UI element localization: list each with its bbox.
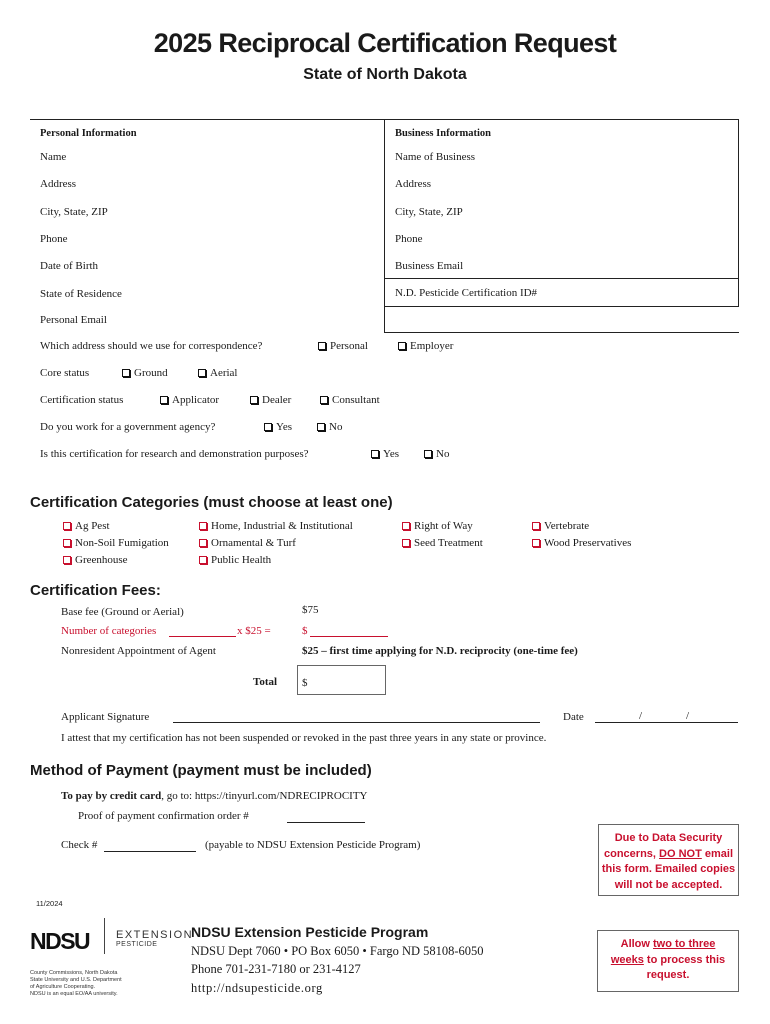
business-email-divider <box>384 278 739 279</box>
personal-email-field[interactable]: Personal Email <box>40 314 107 326</box>
dob-field[interactable]: Date of Birth <box>40 260 99 272</box>
checkbox-icon <box>318 342 326 350</box>
cert-applicator-checkbox[interactable]: Applicator <box>160 394 219 406</box>
attestation-text: I attest that my certification has not been suspended or revoked in the past three years in any state or province. <box>61 732 547 744</box>
checkbox-icon <box>402 539 410 547</box>
base-fee-value: $75 <box>302 604 319 616</box>
form-date: 11/2024 <box>36 899 63 908</box>
personal-phone-field[interactable]: Phone <box>40 233 68 245</box>
gov-no-checkbox[interactable]: No <box>317 421 342 433</box>
correspondence-personal-checkbox[interactable]: Personal <box>318 340 368 352</box>
proof-input[interactable] <box>287 822 365 823</box>
checkbox-icon <box>264 423 272 431</box>
residence-field[interactable]: State of Residence <box>40 288 122 300</box>
cat-home-industrial-checkbox[interactable]: Home, Industrial & Institutional <box>199 520 353 532</box>
check-label: Check # <box>61 839 98 851</box>
research-no-checkbox[interactable]: No <box>424 448 449 460</box>
checkbox-icon <box>63 556 71 564</box>
core-aerial-checkbox[interactable]: Aerial <box>198 367 237 379</box>
checkbox-icon <box>122 369 130 377</box>
personal-name-field[interactable]: Name <box>40 151 67 163</box>
date-label: Date <box>563 711 584 723</box>
categories-amount-input[interactable] <box>310 636 388 637</box>
business-info-heading: Business Information <box>395 128 491 139</box>
personal-address-field[interactable]: Address <box>40 178 77 190</box>
program-website[interactable]: http://ndsupesticide.org <box>191 981 323 995</box>
correspondence-question: Which address should we use for correspondence? <box>40 340 263 352</box>
payment-heading: Method of Payment (payment must be included) <box>30 762 372 779</box>
check-number-input[interactable] <box>104 851 196 852</box>
business-phone-field[interactable]: Phone <box>395 233 423 245</box>
categories-heading: Certification Categories (must choose at least one) <box>30 494 393 511</box>
cert-consultant-checkbox[interactable]: Consultant <box>320 394 380 406</box>
program-phone: Phone 701-231-7180 or 231-4127 <box>191 962 361 976</box>
total-value: $ <box>302 677 308 689</box>
cert-id-divider <box>384 306 739 307</box>
cert-id-field[interactable]: N.D. Pesticide Certification ID# <box>395 287 538 299</box>
agent-label: Nonresident Appointment of Agent <box>61 645 216 657</box>
personal-info-heading: Personal Information <box>40 128 137 139</box>
core-ground-checkbox[interactable]: Ground <box>122 367 168 379</box>
checkbox-icon <box>371 450 379 458</box>
cat-ag-pest-checkbox[interactable]: Ag Pest <box>63 520 110 532</box>
gov-yes-checkbox[interactable]: Yes <box>264 421 292 433</box>
cat-wood-preservatives-checkbox[interactable]: Wood Preservatives <box>532 537 631 549</box>
checkbox-icon <box>532 539 540 547</box>
processing-time-notice: Allow two to three weeks to process this request. <box>597 930 739 992</box>
signature-line[interactable] <box>173 722 540 723</box>
extension-logo-text: EXTENSION <box>116 929 194 941</box>
num-categories-label: Number of categories <box>61 625 157 637</box>
logo-divider <box>104 918 105 954</box>
business-address-field[interactable]: Address <box>395 178 432 190</box>
checkbox-icon <box>317 423 325 431</box>
credit-card-text: To pay by credit card, go to: https://tinyurl.com/NDRECIPROCITY <box>61 790 368 802</box>
business-city-field[interactable]: City, State, ZIP <box>395 206 463 218</box>
gov-question: Do you work for a government agency? <box>40 421 216 433</box>
page-subtitle: State of North Dakota <box>303 66 467 83</box>
base-fee-label: Base fee (Ground or Aerial) <box>61 606 184 618</box>
total-box[interactable] <box>297 665 386 695</box>
pesticide-logo-text: PESTICIDE <box>116 941 158 948</box>
data-security-notice: Due to Data Security concerns, DO NOT email this form. Emailed copies will not be accepted. <box>598 824 739 896</box>
check-note: (payable to NDSU Extension Pesticide Program) <box>205 839 421 851</box>
checkbox-icon <box>398 342 406 350</box>
cat-greenhouse-checkbox[interactable]: Greenhouse <box>63 554 128 566</box>
checkbox-icon <box>320 396 328 404</box>
correspondence-employer-checkbox[interactable]: Employer <box>398 340 453 352</box>
research-yes-checkbox[interactable]: Yes <box>371 448 399 460</box>
cat-fumigation-checkbox[interactable]: Non-Soil Fumigation <box>63 537 169 549</box>
cat-seed-treatment-checkbox[interactable]: Seed Treatment <box>402 537 483 549</box>
checkbox-icon <box>532 522 540 530</box>
cat-vertebrate-checkbox[interactable]: Vertebrate <box>532 520 589 532</box>
fine-print: County Commissions, North Dakota State University and U.S. Department of Agriculture Cooperating. NDSU is an equal EO/AA university. <box>30 970 122 997</box>
checkbox-icon <box>199 539 207 547</box>
cert-status-label: Certification status <box>40 394 124 406</box>
cat-public-health-checkbox[interactable]: Public Health <box>199 554 271 566</box>
table-bottom-border <box>384 332 739 333</box>
cat-ornamental-checkbox[interactable]: Ornamental & Turf <box>199 537 296 549</box>
checkbox-icon <box>160 396 168 404</box>
date-slash-2: / <box>686 710 690 722</box>
date-line[interactable] <box>595 722 738 723</box>
total-label: Total <box>253 676 278 688</box>
core-status-label: Core status <box>40 367 90 379</box>
ndsu-logo: NDSU <box>30 928 90 954</box>
checkbox-icon <box>199 522 207 530</box>
date-slash-1: / <box>639 710 643 722</box>
checkbox-icon <box>199 556 207 564</box>
signature-label: Applicant Signature <box>61 711 150 723</box>
agent-value: $25 – first time applying for N.D. reciprocity (one-time fee) <box>302 645 578 657</box>
checkbox-icon <box>63 539 71 547</box>
checkbox-icon <box>63 522 71 530</box>
num-categories-input[interactable] <box>169 636 236 637</box>
page-title: 2025 Reciprocal Certification Request <box>153 28 617 58</box>
personal-city-field[interactable]: City, State, ZIP <box>40 206 108 218</box>
table-center-divider <box>384 119 385 332</box>
proof-label: Proof of payment confirmation order # <box>78 810 249 822</box>
checkbox-icon <box>424 450 432 458</box>
program-address: NDSU Dept 7060 • PO Box 6050 • Fargo ND 58108-6050 <box>191 944 484 958</box>
program-name: NDSU Extension Pesticide Program <box>191 924 429 940</box>
checkbox-icon <box>402 522 410 530</box>
num-categories-multiplier: x $25 = <box>237 625 271 637</box>
fees-heading: Certification Fees: <box>30 582 161 599</box>
cat-right-of-way-checkbox[interactable]: Right of Way <box>402 520 473 532</box>
research-question: Is this certification for research and demonstration purposes? <box>40 448 309 460</box>
business-name-field[interactable]: Name of Business <box>395 151 476 163</box>
business-email-field[interactable]: Business Email <box>395 260 464 272</box>
cert-dealer-checkbox[interactable]: Dealer <box>250 394 291 406</box>
checkbox-icon <box>250 396 258 404</box>
num-categories-value: $ <box>302 625 308 637</box>
checkbox-icon <box>198 369 206 377</box>
